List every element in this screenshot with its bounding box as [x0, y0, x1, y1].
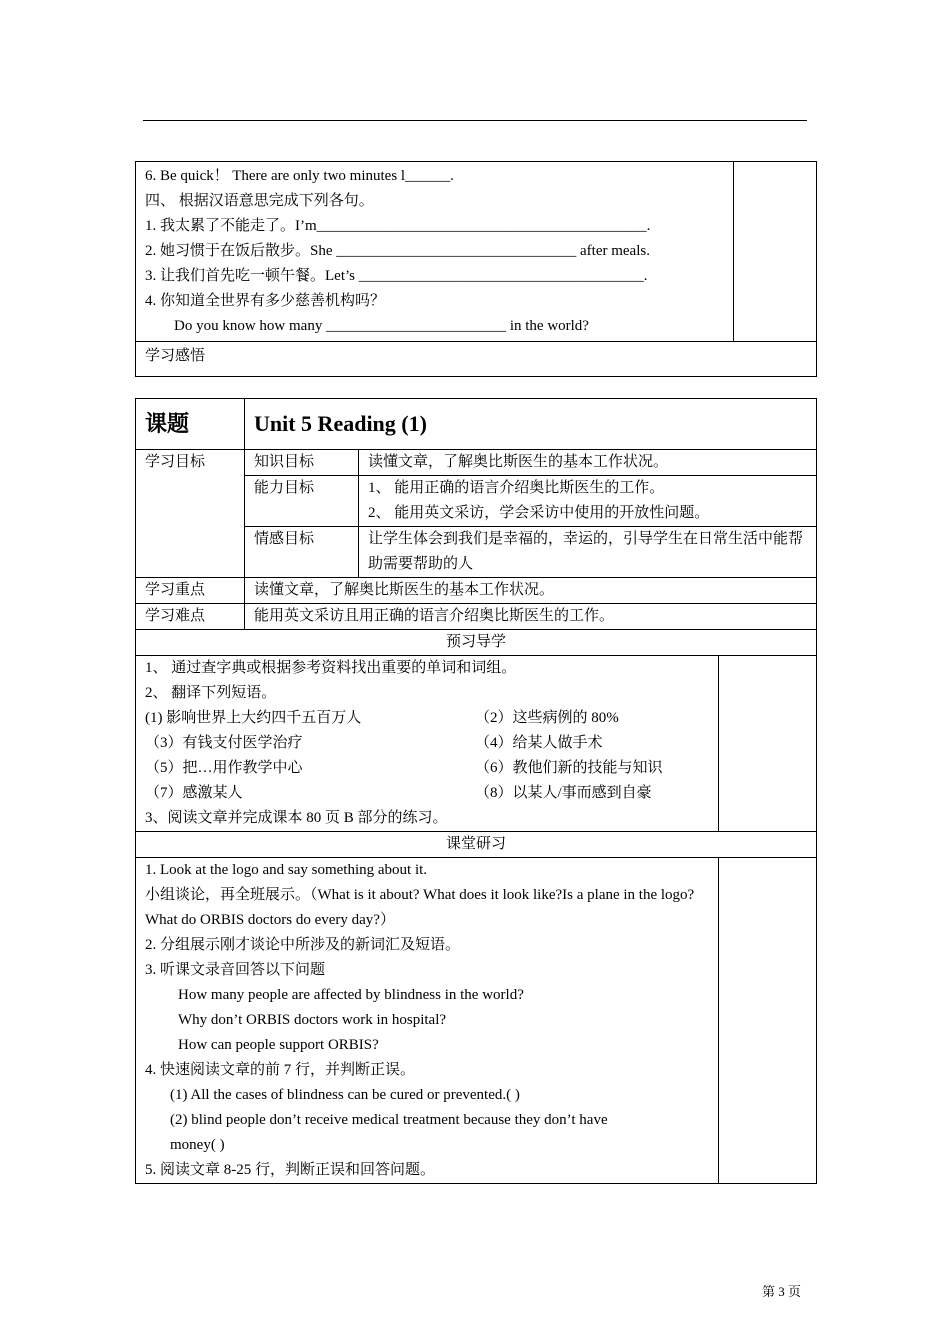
exercise-cell: [136, 162, 734, 342]
key-label-cell: [136, 578, 245, 604]
key-label: 学习重点: [145, 582, 206, 598]
phrase-4: （4）给某人做手术: [475, 735, 603, 751]
class-heading-cell: [136, 832, 817, 858]
reflection-label: 学习感悟: [145, 348, 206, 364]
phrase-7: （7）感激某人: [145, 785, 243, 801]
step-3: 3. 听课文录音回答以下问题: [145, 962, 326, 978]
sentence-4-english: Do you know how many ________________________ in the world?: [174, 318, 589, 334]
phrase-row: [136, 731, 718, 756]
lesson-table: [135, 398, 817, 1184]
difficulty-text-cell: [245, 604, 817, 630]
knowledge-label: 知识目标: [254, 454, 315, 470]
knowledge-text: 读懂文章，了解奥比斯医生的基本工作状况。: [368, 454, 669, 470]
exercise-line-6: 6. Be quick！ There are only two minutes l______.: [145, 168, 454, 184]
sentence-3: 3. 让我们首先吃一顿午餐。Let’s ______________________________________.: [145, 268, 648, 284]
true-false-2: (2) blind people don’t receive medical treatment because they don’t have: [170, 1112, 608, 1128]
class-heading: 课堂研习: [445, 836, 506, 852]
phrase-row: [136, 706, 718, 731]
difficulty-label-cell: [136, 604, 245, 630]
emotion-label: 情感目标: [254, 531, 315, 547]
knowledge-label-cell: [245, 450, 359, 476]
exercise-table: [135, 161, 817, 377]
emotion-text-cell: [359, 527, 817, 578]
ability-text-cell: [359, 476, 817, 527]
preview-content-cell: [136, 656, 719, 832]
phrase-5: （5）把…用作教学中心: [145, 760, 303, 776]
phrase-1: (1) 影响世界上大约四千五百万人: [145, 710, 362, 726]
ability-label-cell: [245, 476, 359, 527]
emotion-text: 让学生体会到我们是幸福的，幸运的，引导学生在日常生活中能帮助需要帮助的人: [368, 531, 804, 572]
reflection-row: [136, 342, 817, 377]
phrase-6: （6）教他们新的技能与知识: [475, 760, 663, 776]
preview-item-3: 3、阅读文章并完成课本 80 页 B 部分的练习。: [145, 810, 448, 826]
preview-item-2: 2、 翻译下列短语。: [145, 685, 277, 701]
page-number: 第 3 页: [762, 1284, 802, 1299]
difficulty-label: 学习难点: [145, 608, 206, 624]
question-2: Why don’t ORBIS doctors work in hospital?: [178, 1012, 447, 1028]
true-false-2-cont: money( ): [170, 1137, 225, 1153]
classwork-content-cell: [136, 858, 719, 1184]
topic-title: Unit 5 Reading (1): [245, 399, 817, 450]
true-false-1: (1) All the cases of blindness can be cured or prevented.( ): [170, 1087, 520, 1103]
emotion-label-cell: [245, 527, 359, 578]
difficulty-text: 能用英文采访且用正确的语言介绍奥比斯医生的工作。: [254, 608, 615, 624]
ability-line-1: 1、 能用正确的语言介绍奥比斯医生的工作。: [368, 480, 665, 496]
phrase-8: （8）以某人/事而感到自豪: [475, 785, 652, 801]
phrase-2: （2）这些病例的 80%: [475, 710, 619, 726]
preview-heading-cell: [136, 630, 817, 656]
phrase-3: （3）有钱支付医学治疗: [145, 735, 303, 751]
key-text-cell: [245, 578, 817, 604]
step-5: 5. 阅读文章 8-25 行，判断正误和回答问题。: [145, 1162, 435, 1178]
key-text: 读懂文章，了解奥比斯医生的基本工作状况。: [254, 582, 555, 598]
sentence-1: 1. 我太累了不能走了。I’m____________________________________________.: [145, 218, 651, 234]
header-rule: [143, 120, 807, 121]
step-2: 2. 分组展示刚才谈论中所涉及的新词汇及短语。: [145, 937, 461, 953]
objectives-label: 学习目标: [145, 454, 206, 470]
preview-heading: 预习导学: [445, 634, 506, 650]
objectives-cell: [136, 450, 245, 578]
step-1: 1. Look at the logo and say something about it.: [145, 862, 428, 878]
sentence-4: 4. 你知道全世界有多少慈善机构吗？: [145, 293, 386, 309]
notes-cell: [734, 162, 817, 342]
question-3: How can people support ORBIS?: [178, 1037, 379, 1053]
step-4: 4. 快速阅读文章的前 7 行，并判断正误。: [145, 1062, 416, 1078]
question-1: How many people are affected by blindness in the world?: [178, 987, 524, 1003]
preview-item-1: 1、 通过查字典或根据参考资料找出重要的单词和词组。: [145, 660, 517, 676]
classwork-notes-cell: [719, 858, 817, 1184]
step-1-detail: 小组谈论，再全班展示。（What is it about? What does it look like?Is a plane in the logo? What do ORBIS doctors do every day?）: [145, 887, 695, 928]
phrase-row: [136, 756, 718, 781]
knowledge-text-cell: [359, 450, 817, 476]
sentence-2: 2. 她习惯于在饭后散步。She ________________________________ after meals.: [145, 243, 650, 259]
phrase-row: [136, 781, 718, 806]
ability-label: 能力目标: [254, 480, 315, 496]
section-four-heading: 四、 根据汉语意思完成下列各句。: [145, 193, 374, 209]
ability-line-2: 2、 能用英文采访，学会采访中使用的开放性问题。: [368, 505, 710, 521]
topic-label: 课题: [136, 399, 245, 450]
